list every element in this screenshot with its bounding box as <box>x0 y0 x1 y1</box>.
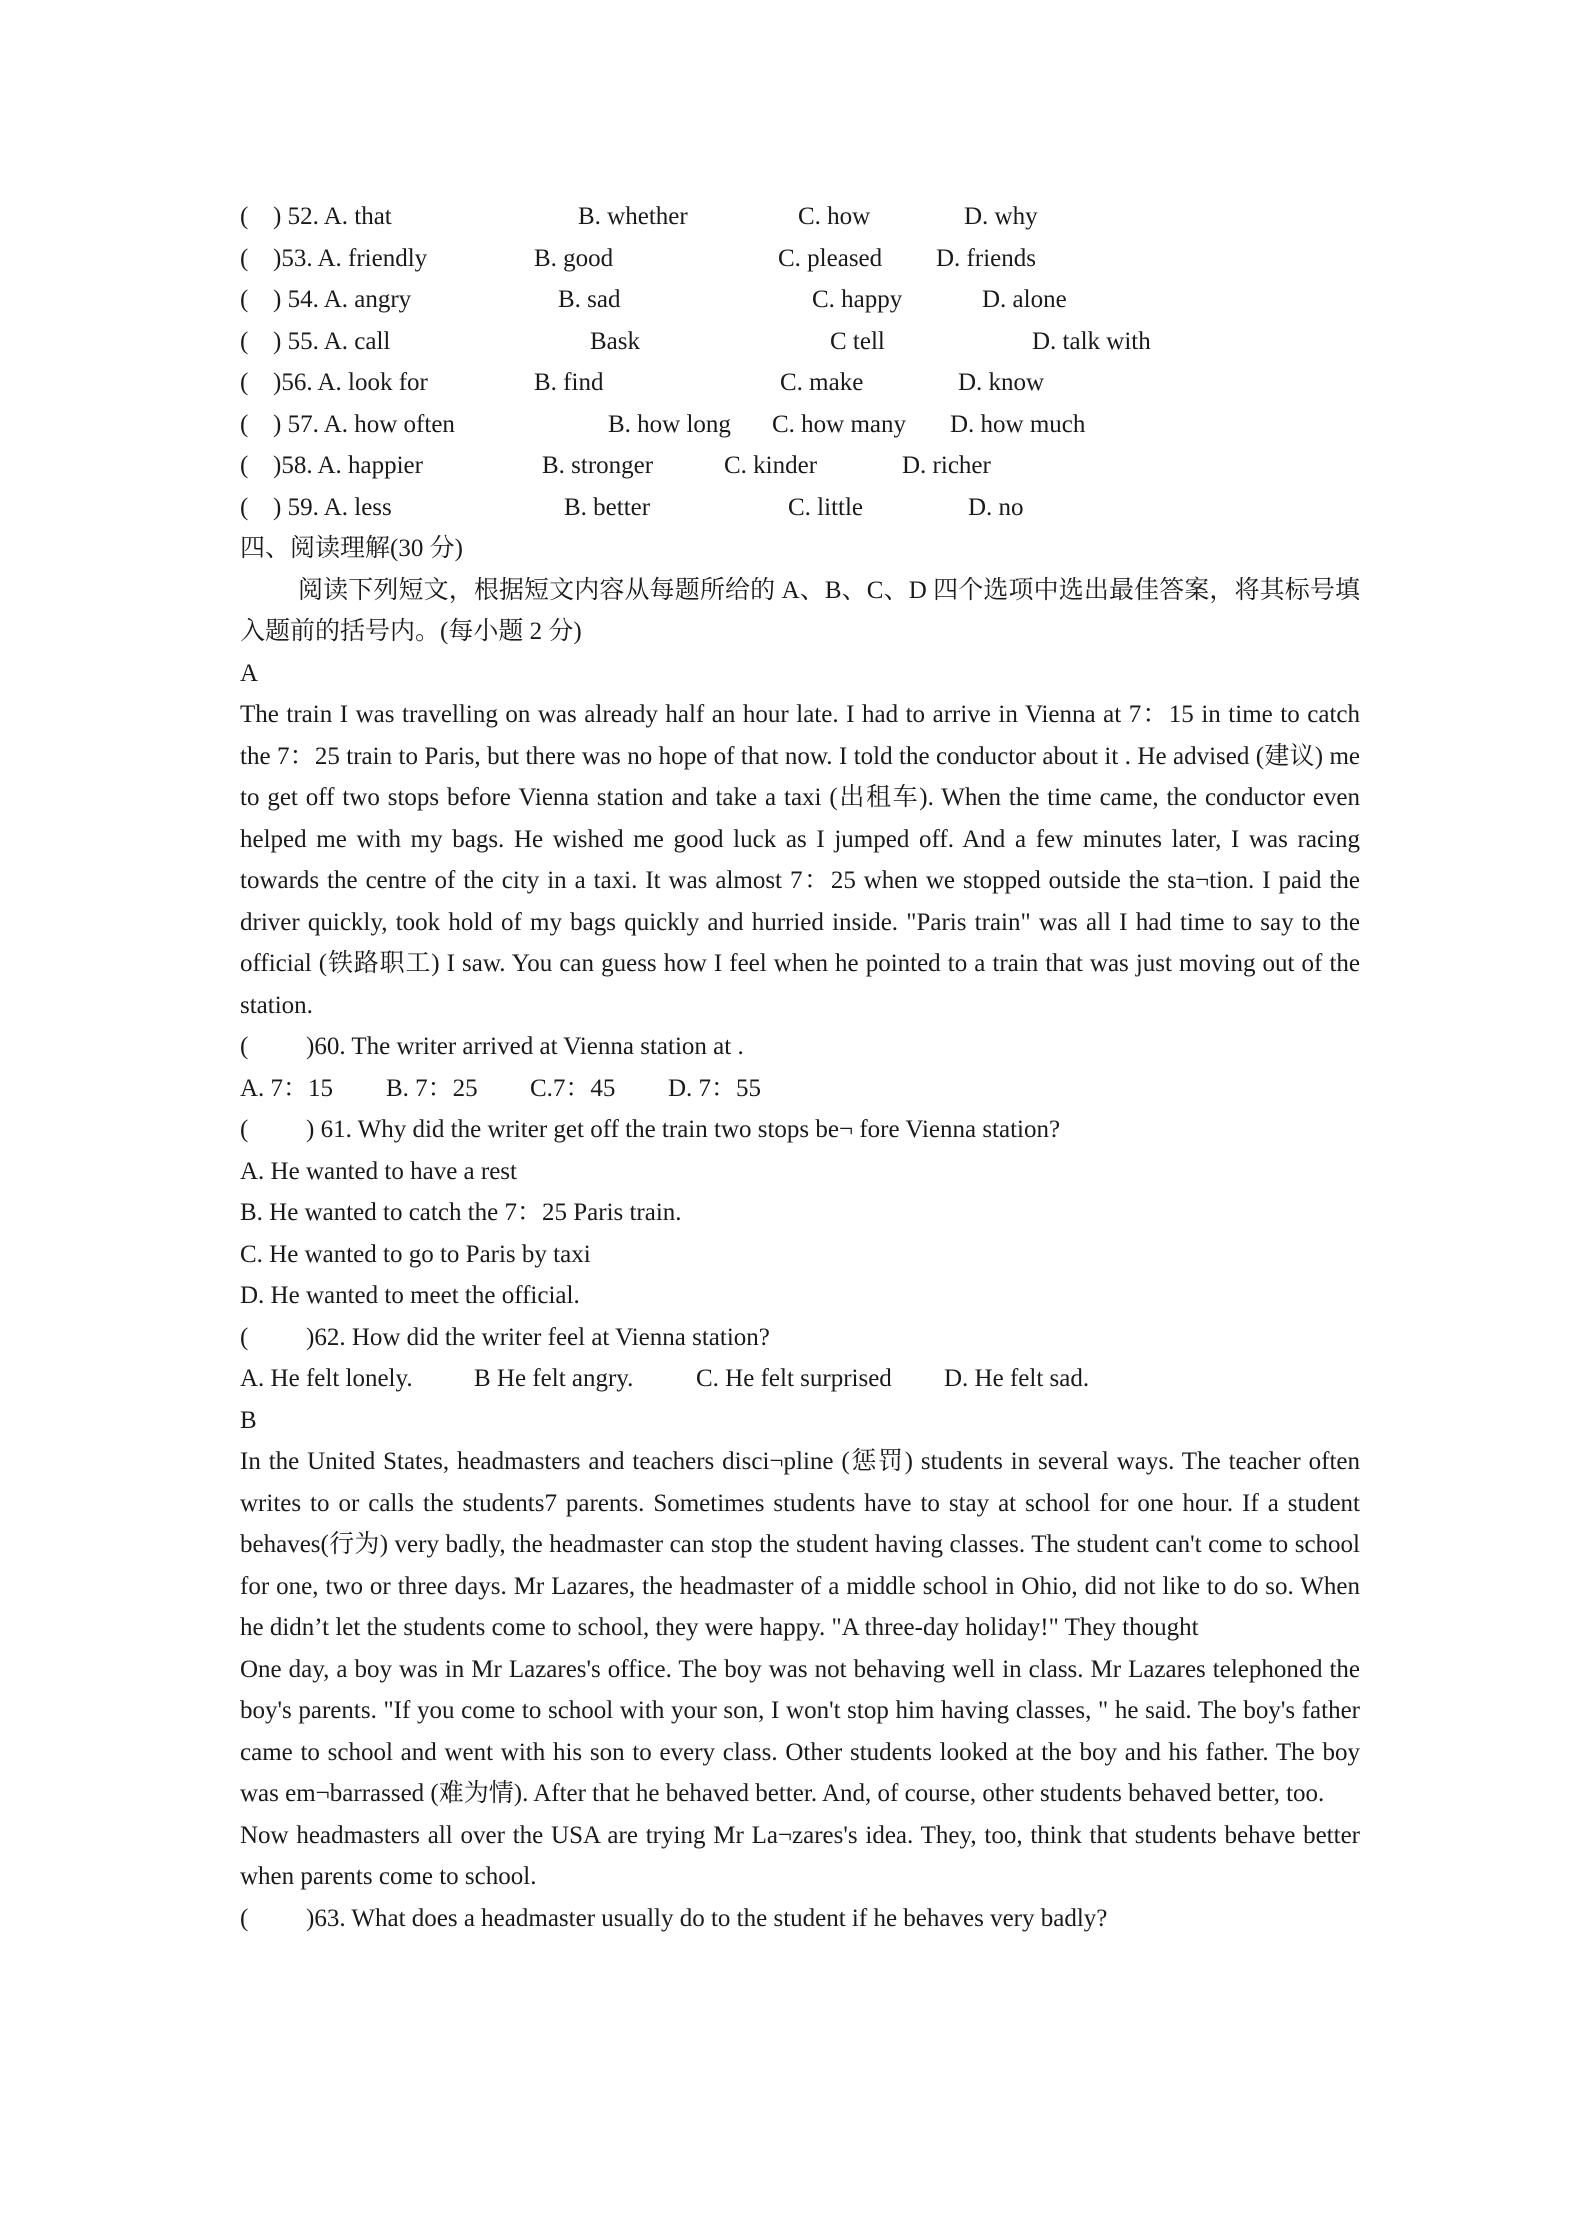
option-c: C. make <box>780 369 864 396</box>
cloze-options <box>240 196 1360 528</box>
answer-paren: ( <box>240 286 249 313</box>
option-b: B. sad <box>558 286 621 313</box>
option-b: B. stronger <box>542 452 654 479</box>
question-60-text: )60. The writer arrived at Vienna station at . <box>306 1033 744 1060</box>
option-b: B He felt angry. <box>474 1365 634 1392</box>
option-d: D. know <box>958 369 1045 396</box>
option-a: ) 57. A. how often <box>273 410 455 438</box>
passage-a-label: A <box>240 659 259 687</box>
exam-page <box>240 196 1360 1939</box>
question-60-options <box>240 1068 1360 1110</box>
option-c: C. happy <box>812 286 903 313</box>
option-d: D. He wanted to meet the official. <box>240 1282 580 1309</box>
question-54 <box>240 279 1360 321</box>
question-52 <box>240 196 1360 238</box>
option-c: C tell <box>830 327 885 355</box>
passage-b-paragraph-3: Now headmasters all over the USA are trying Mr La¬zares's idea. They, too, think that students behave better when parents come to school. <box>240 1821 1360 1890</box>
option-c: C. pleased <box>778 244 883 272</box>
option-b: B. He wanted to catch the 7：25 Paris train. <box>240 1199 682 1226</box>
option-b: B. find <box>534 369 604 396</box>
answer-paren: ( <box>240 244 249 272</box>
option-a: A. He wanted to have a rest <box>240 1157 517 1185</box>
option-a: ) 52. A. that <box>273 203 392 230</box>
answer-paren: ( <box>240 327 249 355</box>
option-b: Bask <box>590 327 640 355</box>
question-62-options <box>240 1358 1360 1400</box>
answer-paren: ( <box>240 493 249 521</box>
option-c: C. how <box>798 203 871 230</box>
option-a: A. 7：15 <box>240 1074 334 1102</box>
option-d: D. He felt sad. <box>944 1365 1090 1392</box>
option-c: C. kinder <box>724 452 818 479</box>
option-b: B. better <box>564 493 651 521</box>
answer-paren: ( <box>240 203 249 230</box>
option-d: D. friends <box>936 244 1036 272</box>
answer-paren: ( <box>240 1904 249 1932</box>
question-60 <box>240 1026 1360 1068</box>
passage-b-label: B <box>240 1406 257 1434</box>
answer-paren: ( <box>240 452 249 479</box>
option-a: )58. A. happier <box>273 452 423 479</box>
option-c: C.7：45 <box>530 1074 616 1102</box>
option-b: B. 7：25 <box>386 1074 478 1102</box>
option-a: ) 55. A. call <box>273 327 391 355</box>
passage-b-paragraph-1: In the United States, headmasters and teachers disci¬pline (惩罚) students in several ways. The teacher often writes to or calls the students7 parents. Sometimes students have to stay at school for one hour. If a student behaves(行为) very badly, the headmaster can stop the student having classes. The student can't come to school for one, two or three days. Mr Lazares, the headmaster of a middle school in Ohio, did not like to do so. When he didn’t let the students come to school, they were happy. "A three-day holiday!" They thought <box>240 1448 1360 1641</box>
section-instruction: 阅读下列短文，根据短文内容从每题所给的 A、B、C、D 四个选项中选出最佳答案，将其标号填入题前的括号内。(每小题 2 分) <box>240 576 1360 645</box>
option-c: C. He wanted to go to Paris by taxi <box>240 1240 591 1268</box>
option-a: ) 59. A. less <box>273 493 392 521</box>
option-d: D. no <box>968 493 1024 521</box>
option-a: A. He felt lonely. <box>240 1365 413 1392</box>
option-b: B. good <box>534 244 614 272</box>
option-d: D. how much <box>950 410 1086 438</box>
option-c: C. little <box>788 493 863 521</box>
option-c: C. He felt surprised <box>696 1365 892 1392</box>
option-b: B. how long <box>608 410 731 438</box>
question-53 <box>240 238 1360 280</box>
section-heading: 四、阅读理解(30 分) <box>240 535 463 562</box>
answer-paren: ( <box>240 1116 249 1143</box>
option-a: ) 54. A. angry <box>273 286 412 313</box>
answer-paren: ( <box>240 410 249 438</box>
question-62 <box>240 1317 1360 1359</box>
question-57 <box>240 404 1360 446</box>
option-c: C. how many <box>772 410 907 438</box>
option-d: D. why <box>964 203 1038 230</box>
answer-paren: ( <box>240 1033 249 1060</box>
option-d: D. alone <box>982 286 1067 313</box>
option-d: D. richer <box>902 452 991 479</box>
question-56 <box>240 362 1360 404</box>
answer-paren: ( <box>240 369 249 396</box>
answer-paren: ( <box>240 1323 249 1351</box>
question-59 <box>240 487 1360 529</box>
question-63 <box>240 1898 1360 1940</box>
passage-a-text: The train I was travelling on was already half an hour late. I had to arrive in Vienna at 7：15 in time to catch the 7：25 train to Paris, but there was no hope of that now. I told the conductor about it . He advised (建议) me to get off two stops before Vienna station and take a taxi (出租车). When the time came, the conductor even helped me with my bags. He wished me good luck as I jumped off. And a few minutes later, I was racing towards the centre of the city in a taxi. It was almost 7：25 when we stopped outside the sta¬tion. I paid the driver quickly, took hold of my bags quickly and hurried inside. "Paris train" was all I had time to say to the official (铁路职工) I saw. You can guess how I feel when he pointed to a train that was just moving out of the station. <box>240 701 1360 1019</box>
question-63-text: )63. What does a headmaster usually do to the student if he behaves very badly? <box>306 1904 1108 1932</box>
option-d: D. talk with <box>1032 327 1151 355</box>
question-55 <box>240 321 1360 363</box>
question-62-text: )62. How did the writer feel at Vienna station? <box>306 1323 770 1351</box>
option-b: B. whether <box>578 203 688 230</box>
question-61-text: ) 61. Why did the writer get off the train two stops be¬ fore Vienna station? <box>306 1116 1061 1143</box>
question-61 <box>240 1109 1360 1151</box>
option-d: D. 7：55 <box>668 1074 762 1102</box>
question-58 <box>240 445 1360 487</box>
option-a: )53. A. friendly <box>273 244 428 272</box>
option-a: )56. A. look for <box>273 369 428 396</box>
passage-b-paragraph-2: One day, a boy was in Mr Lazares's office. The boy was not behaving well in class. Mr Lazares telephoned the boy's parents. "If you come to school with your son, I won't stop him having classes, " he said. The boy's father came to school and went with his son to every class. Other students looked at the boy and his father. The boy was em¬barrassed (难为情). After that he behaved better. And, of course, other students behaved better, too. <box>240 1655 1360 1807</box>
